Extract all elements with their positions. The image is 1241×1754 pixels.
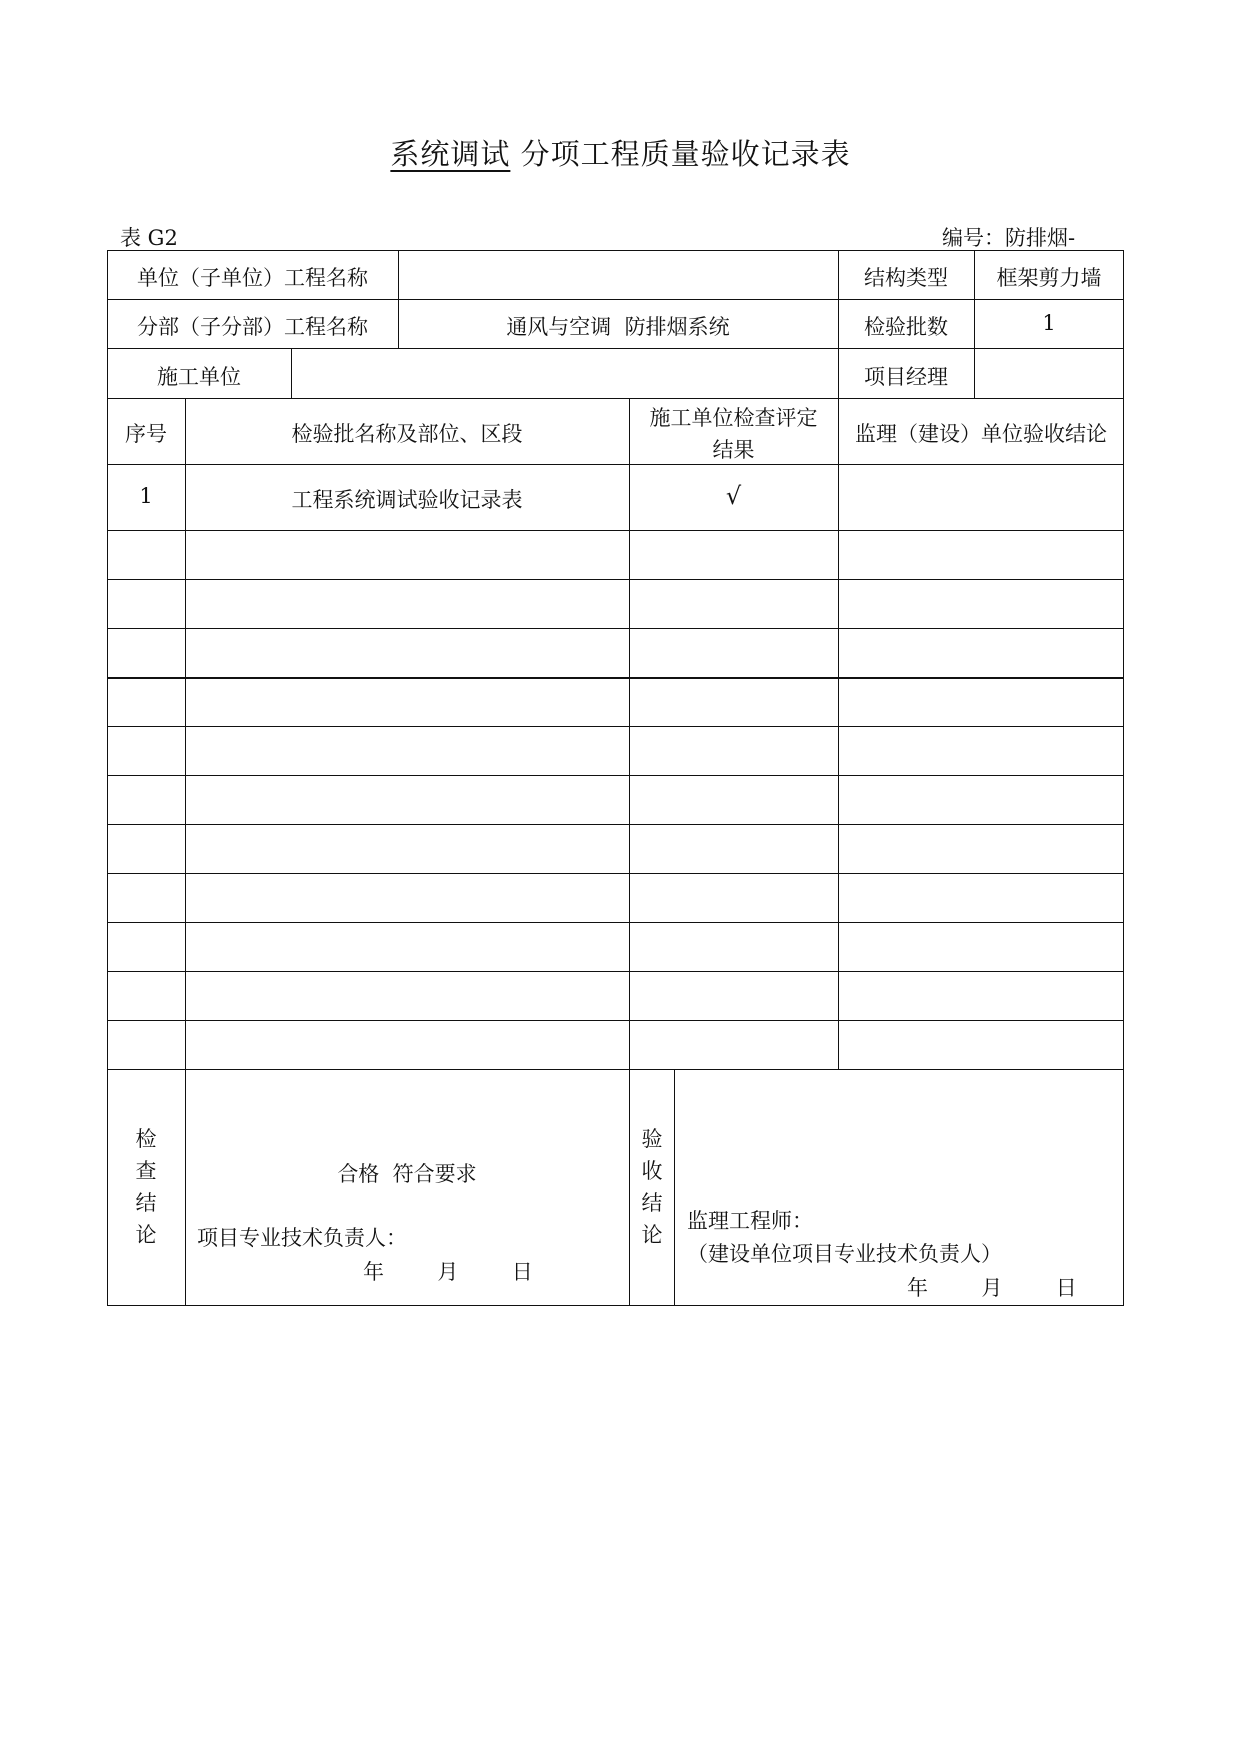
structure-type-label: 结构类型 (864, 266, 948, 290)
structure-type-value[interactable]: 框架剪力墙 (996, 266, 1102, 290)
contractor-label: 施工单位 (157, 365, 241, 389)
row-1-seq: 1 (139, 484, 153, 508)
form-table (107, 250, 1124, 1306)
page-title (0, 132, 1241, 173)
unit-project-label: 单位（子单位）工程名称 (137, 266, 368, 290)
serial-number: 编号：防排烟- (942, 226, 1076, 250)
col-result-header-line2: 结果 (712, 438, 755, 462)
check-signer-label: 项目专业技术负责人： (197, 1226, 407, 1250)
title-underlined: 系统调试 (390, 137, 511, 171)
batch-count-label: 检验批数 (864, 315, 948, 339)
check-conclusion-label: 检 查 结 论 (135, 1127, 157, 1247)
batch-count-value[interactable]: 1 (1042, 311, 1056, 335)
sub-project-label: 分部（子分部）工程名称 (137, 315, 368, 339)
form-code: 表 G2 (120, 226, 178, 250)
pm-label: 项目经理 (864, 365, 948, 389)
col-conclusion-header: 监理（建设）单位验收结论 (855, 422, 1107, 446)
row-1-result-checkmark: √ (725, 482, 742, 510)
check-conclusion-text: 合格 符合要求 (337, 1162, 477, 1186)
col-result-header-line1: 施工单位检查评定 (649, 406, 818, 430)
accept-signer-label: 监理工程师： (687, 1209, 813, 1233)
accept-date: 年 月 日 (907, 1276, 1077, 1300)
col-name-header: 检验批名称及部位、区段 (291, 422, 523, 446)
col-seq-header: 序号 (125, 422, 167, 446)
accept-signer-label-2: （建设单位项目专业技术负责人） (687, 1242, 1002, 1266)
sub-project-value[interactable]: 通风与空调 防排烟系统 (506, 315, 730, 339)
check-date: 年 月 日 (363, 1260, 533, 1284)
accept-conclusion-label: 验 收 结 论 (641, 1127, 663, 1247)
title-rest: 分项工程质量验收记录表 (520, 137, 851, 171)
row-1-name: 工程系统调试验收记录表 (291, 488, 523, 512)
